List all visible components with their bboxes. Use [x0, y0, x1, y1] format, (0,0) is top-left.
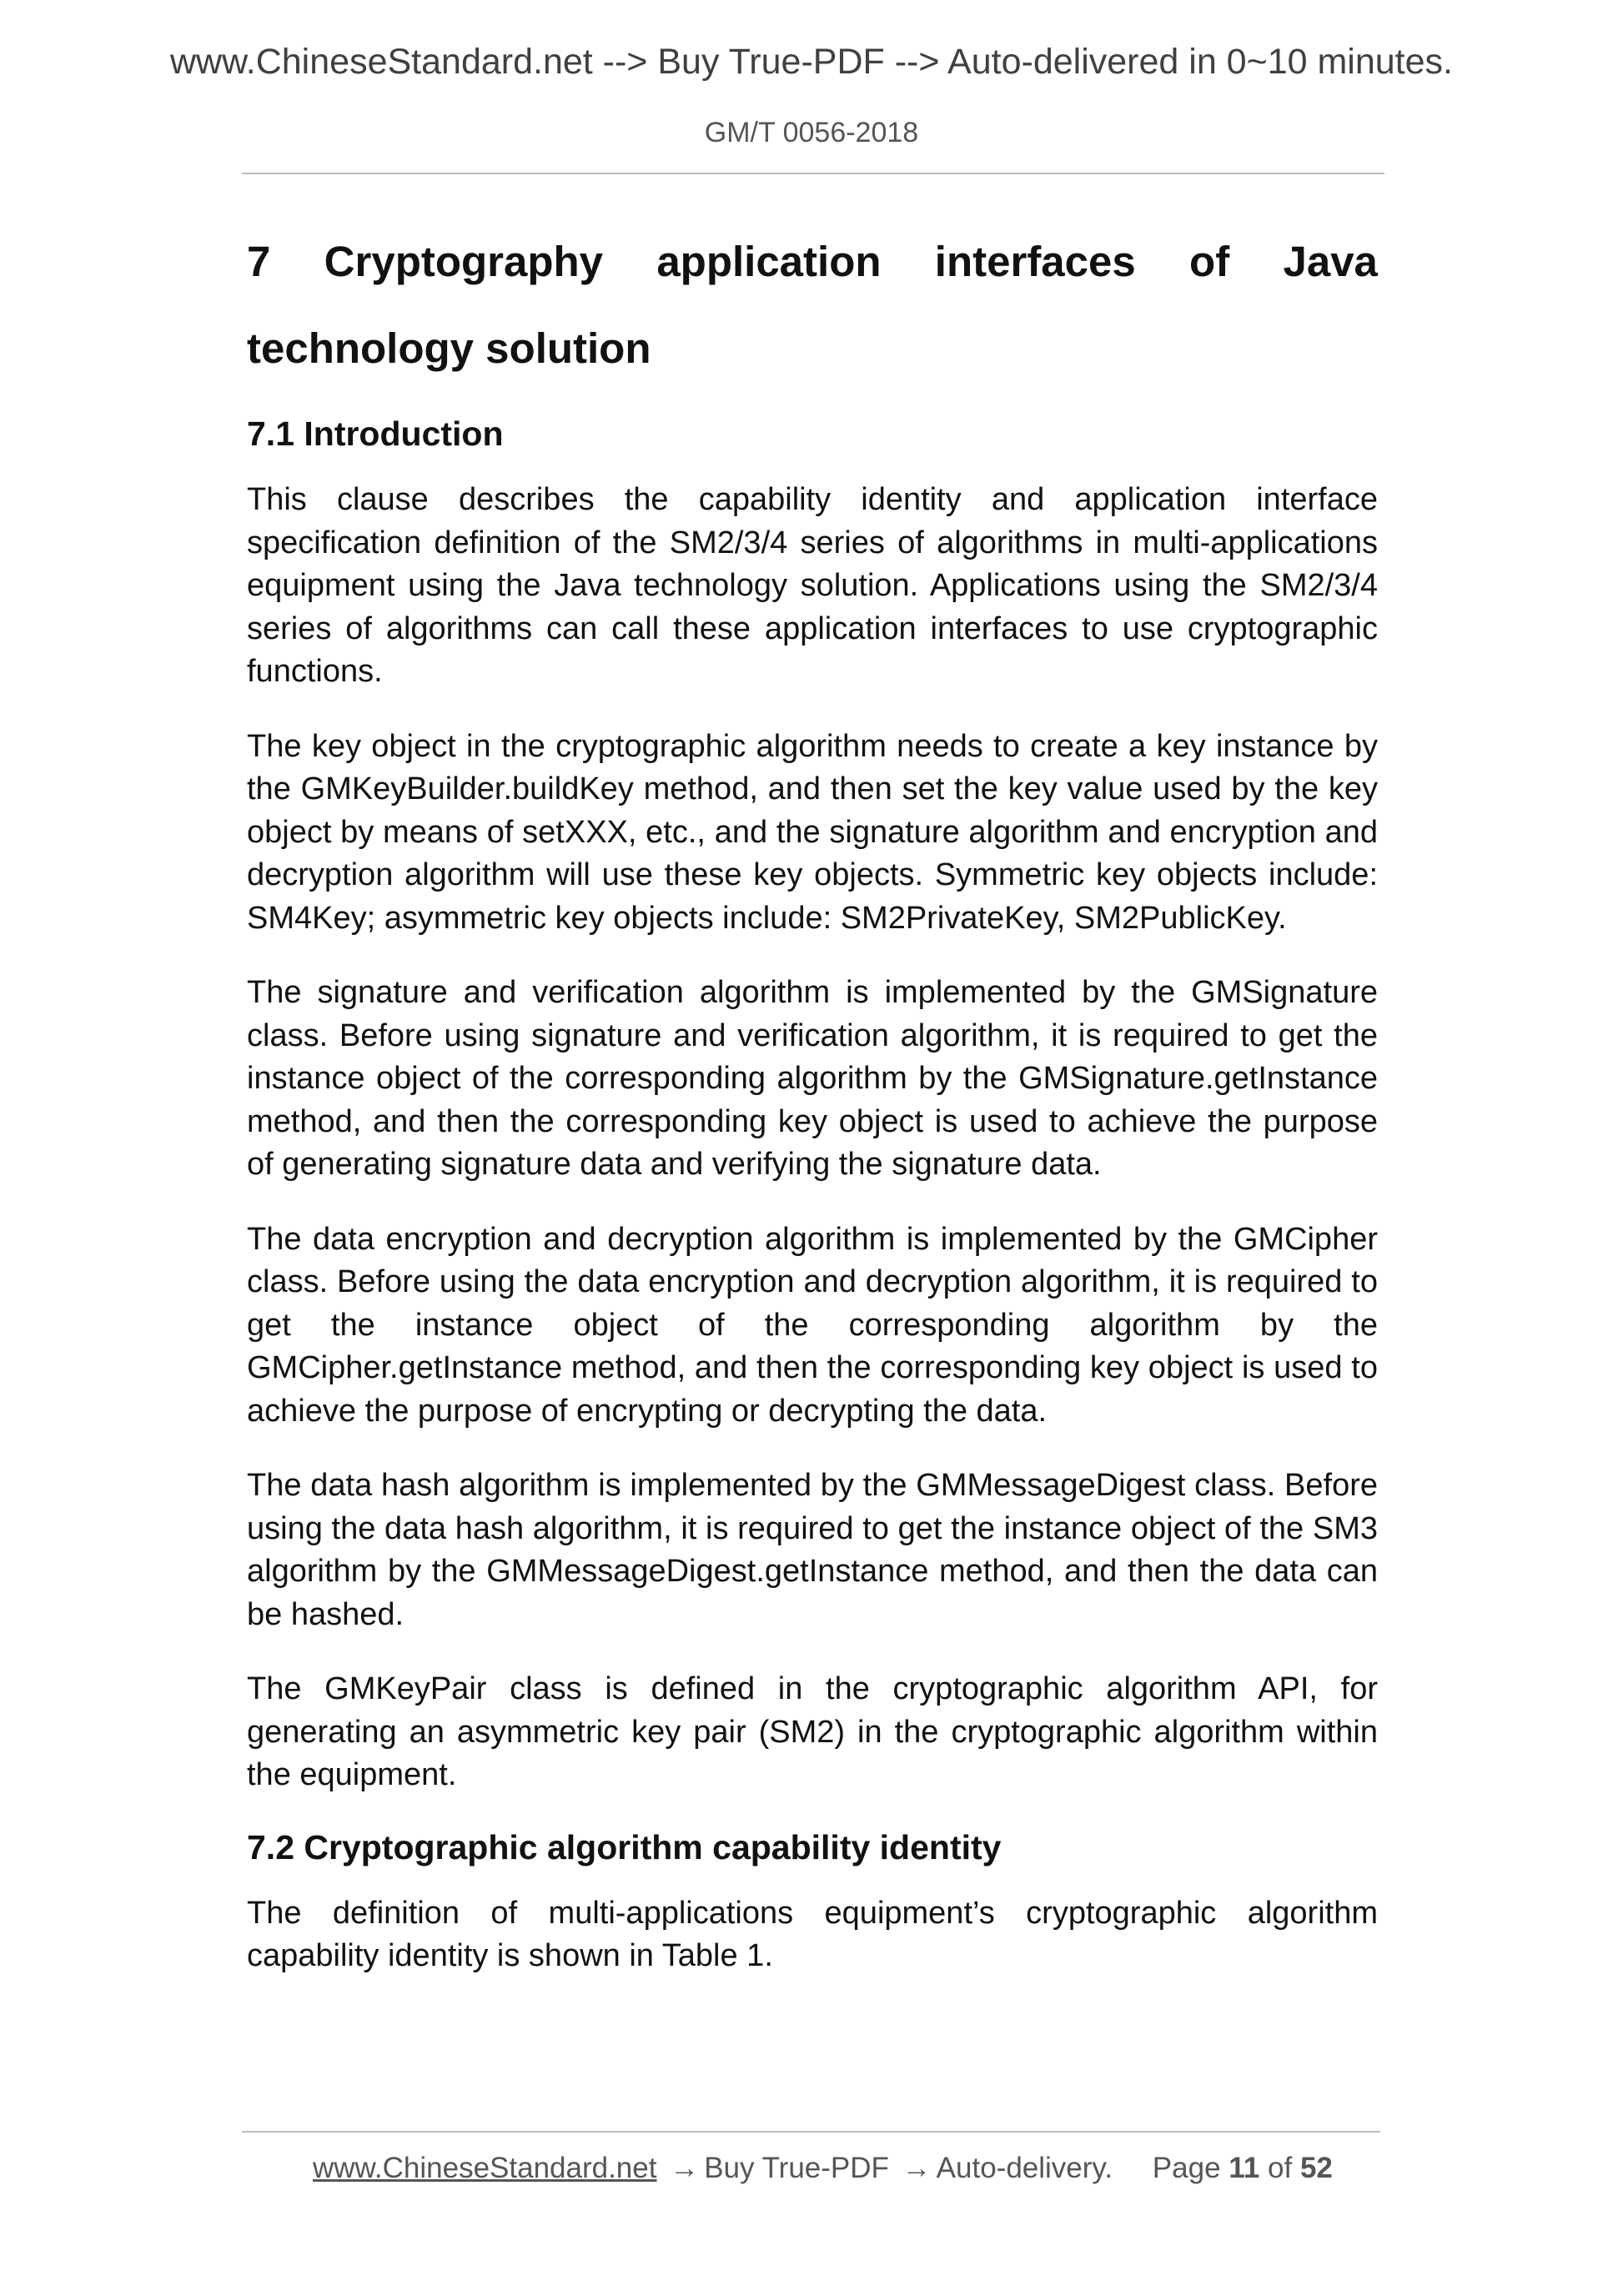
chapter-title-word: interfaces	[934, 238, 1136, 285]
paragraph: The definition of multi-applications equipment’s cryptographic algorithm capability identity is shown in Table 1.	[247, 1895, 1378, 1973]
section-heading-introduction: 7.1 Introduction	[247, 414, 504, 453]
total-pages: 52	[1299, 2152, 1333, 2184]
paragraph: The key object in the cryptographic algorithm needs to create a key instance by the GMKeyBuilder.buildKey method, and then set the key value used by the key object by means of setXXX, etc., and the signature algorithm and encryption and decryption algorithm will use these key objects. Symmetric key objects include: SM4Key; asymmetric key objects include: SM2PrivateKey, SM2PublicKey.	[247, 728, 1378, 936]
arrow-right-icon: →	[902, 2152, 932, 2184]
chapter-title-word: Cryptography	[324, 238, 604, 285]
chapter-title-word: application	[656, 238, 882, 285]
arrow-right-icon: →	[670, 2152, 700, 2184]
page-of-label: of	[1268, 2152, 1293, 2184]
footer-site-link[interactable]: www.ChineseStandard.net	[313, 2152, 657, 2184]
paragraph: The data encryption and decryption algorithm is implemented by the GMCipher class. Before using the data encryption and decryption algorithm, it is required to get the instance object of the corresponding algorithm by the GMCipher.getInstance method, and then the corresponding key object is used to achieve the purpose of encrypting or decrypting the data.	[247, 1221, 1378, 1429]
chapter-title-line-1	[247, 219, 1378, 305]
chapter-title-line-2: technology solution	[247, 324, 651, 372]
page-number: 11	[1229, 2152, 1260, 2184]
footer-delivery-text: Auto-delivery.	[936, 2152, 1113, 2184]
page-body	[247, 219, 1378, 1978]
top-banner: www.ChineseStandard.net --> Buy True-PDF --> Auto-delivered in 0~10 minutes.	[169, 42, 1453, 82]
paragraph: The signature and verification algorithm is implemented by the GMSignature class. Before using signature and verification algorithm, it is required to get the instance object of the corresponding algorithm by the GMSignature.getInstance method, and then the corresponding key object is used to achieve the purpose of generating signature data and verifying the signature data.	[247, 975, 1378, 1182]
chapter-number: 7	[247, 238, 271, 285]
header-divider	[242, 173, 1384, 174]
chapter-title	[247, 219, 1378, 392]
section-heading-capability-identity: 7.2 Cryptographic algorithm capability identity	[247, 1827, 1002, 1866]
footer-buy-text: Buy True-PDF	[704, 2152, 889, 2184]
page-label: Page	[1152, 2152, 1221, 2184]
document-code: GM/T 0056-2018	[704, 117, 919, 148]
paragraph: The GMKeyPair class is defined in the cryptographic algorithm API, for generating an asymmetric key pair (SM2) in the cryptographic algorithm within the equipment.	[247, 1671, 1378, 1792]
chapter-title-word: of	[1189, 238, 1230, 285]
paragraph: The data hash algorithm is implemented by the GMMessageDigest class. Before using the data hash algorithm, it is required to get the instance object of the SM3 algorithm by the GMMessageDigest.getInstance method, and then the data can be hashed.	[247, 1468, 1378, 1632]
footer-divider	[242, 2131, 1380, 2133]
paragraph: This clause describes the capability identity and application interface specification definition of the SM2/3/4 series of algorithms in multi-applications equipment using the Java technology solution. Applications using the SM2/3/4 series of algorithms can call these application interfaces to use cryptographic functions.	[247, 482, 1378, 689]
page-footer	[313, 2152, 1333, 2185]
chapter-title-word: Java	[1283, 238, 1378, 285]
